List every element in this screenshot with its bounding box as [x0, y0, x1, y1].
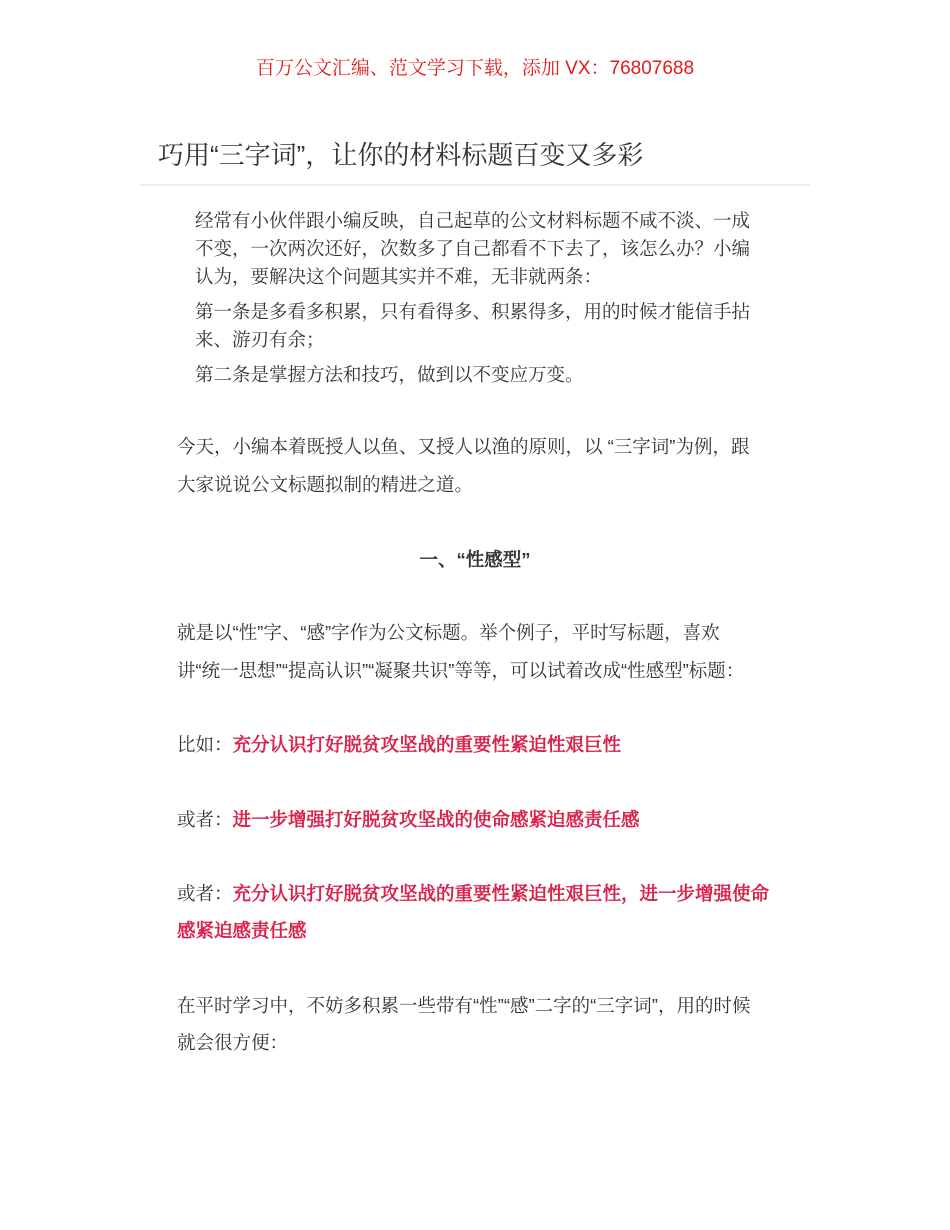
intro-line: 不变，一次两次还好，次数多了自己都看不下去了，该怎么办？小编 [195, 238, 751, 259]
example-prefix: 比如： [177, 734, 233, 755]
paragraph-line: 在平时学习中，不妨多积累一些带有“性”“感”二字的“三字词”，用的时候 [177, 995, 751, 1016]
example-highlight: 充分认识打好脱贫攻坚战的重要性紧迫性艰巨性，进一步增强使命 [232, 883, 770, 904]
intro-line: 第二条是掌握方法和技巧，做到以不变应万变。 [195, 364, 584, 385]
article-title: 巧用“三字词”，让你的材料标题百变又多彩 [158, 140, 644, 170]
intro-line: 认为，要解决这个问题其实并不难，无非就两条： [195, 266, 603, 287]
paragraph-line: 就是以“性”字、“感”字作为公文标题。举个例子，平时写标题，喜欢 [177, 622, 720, 643]
intro-line: 来、游刃有余； [195, 329, 325, 350]
example-highlight: 进一步增强打好脱贫攻坚战的使命感紧迫感责任感 [232, 809, 640, 830]
example-line [177, 733, 621, 757]
example-line [177, 808, 640, 832]
example-highlight: 感紧迫感责任感 [177, 920, 307, 941]
section-heading: 一、“性感型” [419, 549, 531, 570]
example-line [177, 882, 769, 906]
header-banner: 百万公文汇编、范文学习下载，添加 VX：76807688 [255, 58, 695, 79]
paragraph-line: 今天，小编本着既授人以鱼、又授人以渔的原则，以 “三字词”为例，跟 [177, 436, 750, 457]
example-prefix: 或者： [177, 809, 233, 830]
example-line [177, 919, 307, 943]
intro-line: 第一条是多看多积累，只有看得多、积累得多，用的时候才能信手拈 [195, 301, 751, 322]
example-highlight: 充分认识打好脱贫攻坚战的重要性紧迫性艰巨性 [232, 734, 622, 755]
example-prefix: 或者： [177, 883, 233, 904]
paragraph-line: 讲“统一思想”“提高认识”“凝聚共识”等等，可以试着改成“性感型”标题： [177, 660, 745, 681]
paragraph-line: 大家说说公文标题拟制的精进之道。 [177, 474, 474, 495]
paragraph-line: 就会很方便： [177, 1032, 289, 1053]
intro-line: 经常有小伙伴跟小编反映，自己起草的公文材料标题不咸不淡、一成 [195, 210, 751, 231]
title-divider [140, 184, 810, 186]
